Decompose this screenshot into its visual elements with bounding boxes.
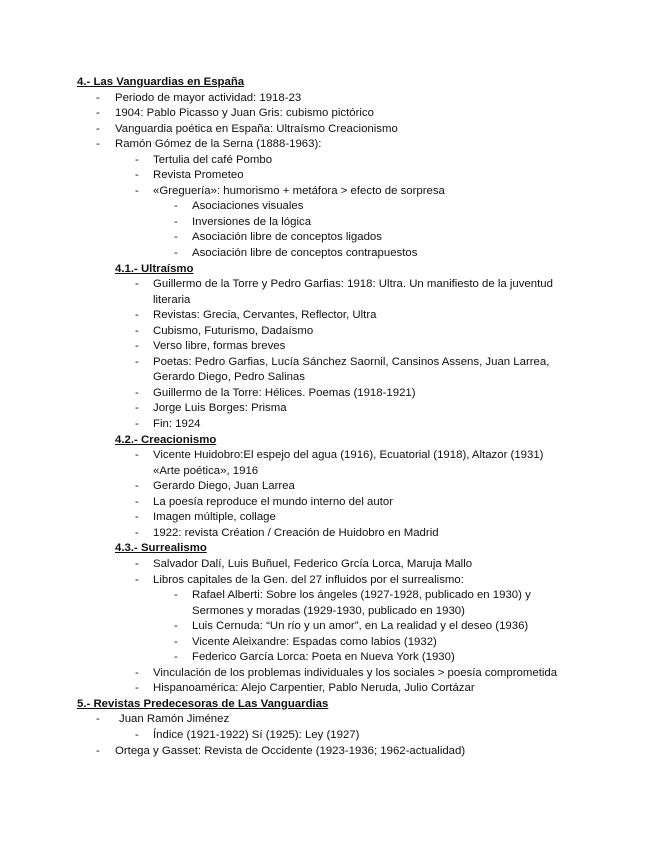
bullet-dash: - bbox=[135, 573, 139, 586]
section-heading-line bbox=[0, 697, 655, 713]
outline-line bbox=[0, 230, 655, 246]
line-text: Asociación libre de conceptos contrapuestos bbox=[192, 247, 418, 260]
line-text: Guillermo de la Torre: Hélices. Poemas (1918-1921) bbox=[153, 386, 416, 399]
bullet-dash: - bbox=[174, 651, 178, 664]
outline-line bbox=[0, 479, 655, 495]
bullet-dash: - bbox=[135, 402, 139, 415]
line-text: Inversiones de la lógica bbox=[192, 215, 312, 228]
bullet-dash: - bbox=[135, 682, 139, 695]
outline-line bbox=[0, 619, 655, 635]
outline-line bbox=[0, 370, 655, 386]
bullet-dash: - bbox=[174, 200, 178, 213]
line-text: Revista Prometeo bbox=[153, 169, 244, 182]
outline-line bbox=[0, 495, 655, 511]
bullet-dash: - bbox=[135, 184, 139, 197]
line-text: Luis Cernuda: “Un río y un amor”, en La realidad y el deseo (1936) bbox=[192, 620, 529, 633]
line-text: Sermones y moradas (1929-1930, publicado en 1930) bbox=[192, 604, 465, 617]
line-text: Jorge Luis Borges: Prisma bbox=[153, 402, 287, 415]
bullet-dash: - bbox=[174, 635, 178, 648]
bullet-dash: - bbox=[135, 557, 139, 570]
document-page bbox=[0, 75, 655, 759]
bullet-dash: - bbox=[135, 278, 139, 291]
outline-line bbox=[0, 386, 655, 402]
bullet-dash: - bbox=[135, 526, 139, 539]
line-text: Asociaciones visuales bbox=[192, 200, 304, 213]
outline-line bbox=[0, 557, 655, 573]
outline-line bbox=[0, 401, 655, 417]
bullet-dash: - bbox=[96, 91, 100, 104]
bullet-dash: - bbox=[135, 309, 139, 322]
line-text: Salvador Dalí, Luis Buñuel, Federico Grcía Lorca, Maruja Mallo bbox=[153, 557, 473, 570]
bullet-dash: - bbox=[96, 107, 100, 120]
outline-line bbox=[0, 122, 655, 138]
section-heading-line bbox=[0, 75, 655, 91]
outline-line bbox=[0, 91, 655, 107]
line-text: Ramón Gómez de la Serna (1888-1963): bbox=[115, 138, 322, 151]
bullet-dash: - bbox=[174, 231, 178, 244]
line-text: Poetas: Pedro Garfias, Lucía Sánchez Saornil, Cansinos Assens, Juan Larrea, bbox=[153, 355, 550, 368]
outline-line bbox=[0, 712, 655, 728]
bullet-dash: - bbox=[96, 122, 100, 135]
bullet-dash: - bbox=[135, 728, 139, 741]
line-text: «Greguería»: humorismo + metáfora > efecto de sorpresa bbox=[153, 184, 445, 197]
outline-line bbox=[0, 106, 655, 122]
section-heading: 5.- Revistas Predecesoras de Las Vanguardias bbox=[77, 697, 329, 710]
line-text: Imagen múltiple, collage bbox=[153, 511, 276, 524]
outline-line bbox=[0, 681, 655, 697]
outline-line bbox=[0, 588, 655, 604]
line-text: Gerardo Diego, Pedro Salinas bbox=[153, 371, 305, 384]
outline-line bbox=[0, 448, 655, 464]
section-heading-line bbox=[0, 541, 655, 557]
bullet-dash: - bbox=[135, 153, 139, 166]
line-text: Vanguardia poética en España: Ultraísmo Creacionismo bbox=[115, 122, 398, 135]
outline-line bbox=[0, 246, 655, 262]
outline-line bbox=[0, 417, 655, 433]
outline-line bbox=[0, 308, 655, 324]
line-text: Revistas: Grecia, Cervantes, Reflector, Ultra bbox=[153, 309, 377, 322]
line-text: «Arte poética», 1916 bbox=[153, 464, 259, 477]
bullet-dash: - bbox=[135, 355, 139, 368]
outline-line bbox=[0, 526, 655, 542]
outline-line bbox=[0, 728, 655, 744]
outline-line bbox=[0, 137, 655, 153]
outline-line bbox=[0, 604, 655, 620]
outline-line bbox=[0, 573, 655, 589]
outline-line bbox=[0, 744, 655, 760]
outline-line bbox=[0, 339, 655, 355]
outline-line bbox=[0, 184, 655, 200]
outline-line bbox=[0, 153, 655, 169]
bullet-dash: - bbox=[174, 589, 178, 602]
line-text: Rafael Alberti: Sobre los ángeles (1927-1928, publicado en 1930) y bbox=[192, 589, 531, 602]
section-heading: 4.- Las Vanguardias en España bbox=[77, 76, 245, 88]
line-text: 1904: Pablo Picasso y Juan Gris: cubismo pictórico bbox=[115, 107, 374, 120]
line-text: Federico García Lorca: Poeta en Nueva York (1930) bbox=[192, 651, 455, 664]
outline-line bbox=[0, 215, 655, 231]
outline-line bbox=[0, 199, 655, 215]
line-text: Índice (1921-1922) Sí (1925): Ley (1927) bbox=[153, 728, 360, 741]
section-heading: 4.2.- Creacionismo bbox=[115, 433, 217, 446]
line-text: Vinculación de los problemas individuales y los sociales > poesía comprometida bbox=[153, 666, 558, 679]
section-heading-line bbox=[0, 262, 655, 278]
bullet-dash: - bbox=[135, 169, 139, 182]
bullet-dash: - bbox=[135, 666, 139, 679]
outline-line bbox=[0, 635, 655, 651]
bullet-dash: - bbox=[135, 480, 139, 493]
outline-line bbox=[0, 355, 655, 371]
outline-line bbox=[0, 464, 655, 480]
bullet-dash: - bbox=[96, 713, 100, 726]
outline-line bbox=[0, 510, 655, 526]
bullet-dash: - bbox=[135, 418, 139, 431]
line-text: Guillermo de la Torre y Pedro Garfias: 1918: Ultra. Un manifiesto de la juventud bbox=[153, 278, 553, 291]
bullet-dash: - bbox=[174, 215, 178, 228]
section-heading: 4.1.- Ultraísmo bbox=[115, 262, 194, 275]
outline-line bbox=[0, 324, 655, 340]
section-heading: 4.3.- Surrealismo bbox=[115, 542, 207, 555]
line-text: Hispanoamérica: Alejo Carpentier, Pablo Neruda, Julio Cortázar bbox=[153, 682, 475, 695]
line-text: Vicente Aleixandre: Espadas como labios (1932) bbox=[192, 635, 437, 648]
line-text: 1922: revista Création / Creación de Huidobro en Madrid bbox=[153, 526, 439, 539]
line-text: Verso libre, formas breves bbox=[153, 340, 286, 353]
bullet-dash: - bbox=[135, 386, 139, 399]
bullet-dash: - bbox=[135, 340, 139, 353]
line-text: Juan Ramón Jiménez bbox=[119, 713, 230, 726]
line-text: Periodo de mayor actividad: 1918-23 bbox=[115, 91, 302, 104]
line-text: Ortega y Gasset: Revista de Occidente (1923-1936; 1962-actualidad) bbox=[115, 744, 466, 757]
line-text: La poesía reproduce el mundo interno del autor bbox=[153, 495, 393, 508]
outline-line bbox=[0, 666, 655, 682]
bullet-dash: - bbox=[174, 247, 178, 260]
line-text: Gerardo Diego, Juan Larrea bbox=[153, 480, 295, 493]
bullet-dash: - bbox=[135, 449, 139, 462]
bullet-dash: - bbox=[135, 324, 139, 337]
outline-line bbox=[0, 168, 655, 184]
line-text: Fin: 1924 bbox=[153, 418, 201, 431]
bullet-dash: - bbox=[96, 744, 100, 757]
line-text: literaria bbox=[153, 293, 191, 306]
line-text: Asociación libre de conceptos ligados bbox=[192, 231, 382, 244]
line-text: Vicente Huidobro:El espejo del agua (1916), Ecuatorial (1918), Altazor (1931) bbox=[153, 449, 544, 462]
line-text: Libros capitales de la Gen. del 27 influidos por el surrealismo: bbox=[153, 573, 464, 586]
line-text: Tertulia del café Pombo bbox=[153, 153, 273, 166]
bullet-dash: - bbox=[135, 511, 139, 524]
bullet-dash: - bbox=[135, 495, 139, 508]
outline-line bbox=[0, 293, 655, 309]
outline-line bbox=[0, 277, 655, 293]
bullet-dash: - bbox=[96, 138, 100, 151]
outline-line bbox=[0, 650, 655, 666]
line-text: Cubismo, Futurismo, Dadaísmo bbox=[153, 324, 314, 337]
bullet-dash: - bbox=[174, 620, 178, 633]
section-heading-line bbox=[0, 433, 655, 449]
